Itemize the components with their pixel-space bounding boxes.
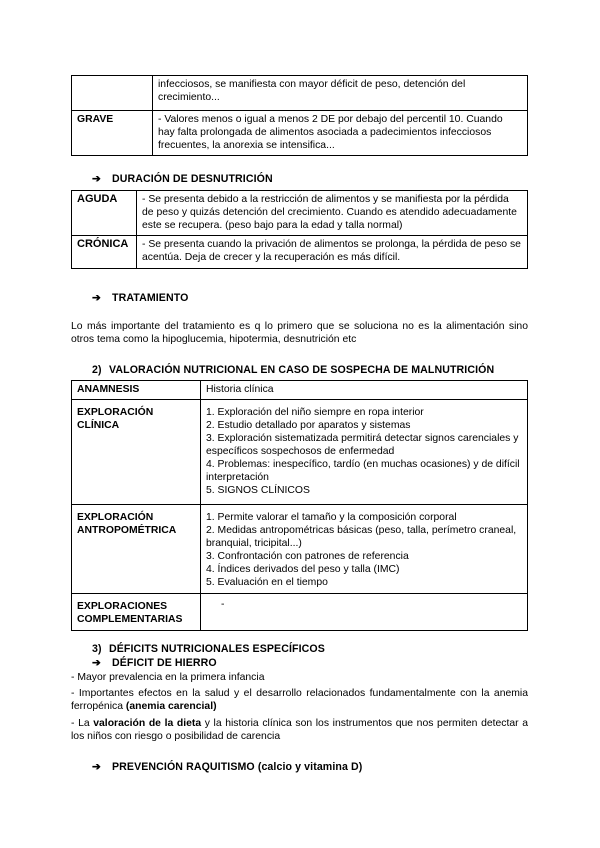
hierro-heading-text: DÉFICIT DE HIERRO (112, 657, 217, 669)
valoracion-anamnesis-value: Historia clínica (201, 381, 528, 400)
arrow-icon: ➔ (92, 292, 101, 304)
section-number: 2) (92, 364, 102, 376)
hierro-line-3 (71, 717, 528, 743)
tratamiento-paragraph: Lo más importante del tratamiento es q lo primero que se soluciona no es la alimentación sino otros tema como la hipoglucemia, hipotermia, desnutrición etc (71, 321, 528, 345)
tratamiento-heading-text: TRATAMIENTO (112, 292, 189, 304)
valoracion-label-clinica: EXPLORACIÓN CLÍNICA (72, 400, 201, 505)
severity-label-cell (72, 76, 153, 111)
valoracion-complementarias-value: - (201, 594, 528, 631)
duracion-label-cronica: CRÓNICA (72, 236, 137, 269)
valoracion-label-anamnesis: ANAMNESIS (72, 381, 201, 400)
valoracion-label-antropometrica: EXPLORACIÓN ANTROPOMÉTRICA (72, 505, 201, 594)
list-item: 1. Exploración del niño siempre en ropa interior (206, 407, 424, 418)
severity-table (71, 75, 528, 156)
table-row (72, 505, 528, 594)
valoracion-label-complementarias: EXPLORACIONES COMPLEMENTARIAS (72, 594, 201, 631)
deficits-heading (92, 643, 325, 656)
table-row (72, 594, 528, 631)
hierro-heading (92, 657, 217, 670)
section-number: 3) (92, 643, 102, 655)
hierro-line-2-text: - Importantes efectos en la salud y el desarrollo relacionados fundamentalmente con la anemia ferropénica (71, 688, 528, 712)
valoracion-antropometrica-list (201, 505, 528, 594)
list-item: 4. Problemas: inespecífico, tardío (en muchas ocasiones) y de difícil interpretación (206, 459, 520, 483)
arrow-icon: ➔ (92, 761, 101, 773)
hierro-line-3-bold: valoración de la dieta (93, 718, 202, 729)
hierro-line-2-bold: (anemia carencial) (125, 701, 217, 712)
table-row (72, 111, 528, 156)
duracion-label-aguda: AGUDA (72, 191, 137, 236)
hierro-line-1: - Mayor prevalencia en la primera infancia (71, 672, 265, 683)
arrow-icon: ➔ (92, 173, 101, 185)
list-item: 3. Confrontación con patrones de referencia (206, 551, 409, 562)
list-item: 4. Índices derivados del peso y talla (IMC) (206, 564, 400, 575)
duracion-table (71, 190, 528, 269)
hierro-line-2 (71, 687, 528, 713)
list-item: 2. Medidas antropométricas básicas (peso, talla, perímetro craneal, branquial, tricipital...) (206, 525, 517, 549)
valoracion-clinica-list (201, 400, 528, 505)
duracion-heading-text: DURACIÓN DE DESNUTRICIÓN (112, 173, 273, 185)
tratamiento-heading (92, 292, 188, 305)
list-item: 5. Evaluación en el tiempo (206, 577, 328, 588)
severity-text-cell: infecciosos, se manifiesta con mayor déficit de peso, detención del crecimiento... (153, 76, 528, 111)
prevencion-heading (92, 761, 362, 774)
table-row (72, 236, 528, 269)
list-item: 2. Estudio detallado por aparatos y sistemas (206, 420, 411, 431)
duracion-text-aguda: - Se presenta debido a la restricción de alimentos y se manifiesta por la pérdida de peso y quizás detención del crecimiento. Cuando es atendido adecuadamente este se recupera. (peso bajo para la edad y talla normal) (137, 191, 528, 236)
table-row (72, 400, 528, 505)
deficits-heading-text: DÉFICITS NUTRICIONALES ESPECÍFICOS (109, 643, 325, 655)
hierro-line-3-text-c: y la historia clínica son los instrumentos que nos permiten detectar a los niños con riesgo o posibilidad de carencia (71, 718, 529, 742)
table-row (72, 76, 528, 111)
duracion-text-cronica: - Se presenta cuando la privación de alimentos se prolonga, la pérdida de peso se acentúa. Deja de crecer y la recuperación es más difícil. (137, 236, 528, 269)
list-item: 5. SIGNOS CLÍNICOS (206, 485, 310, 496)
list-item: 3. Exploración sistematizada permitirá detectar signos carenciales y específicos sospechosos de enfermedad (206, 433, 519, 457)
duracion-heading (92, 173, 273, 186)
list-item: 1. Permite valorar el tamaño y la composición corporal (206, 512, 457, 523)
table-row (72, 381, 528, 400)
prevencion-heading-text: PREVENCIÓN RAQUITISMO (calcio y vitamina D) (112, 761, 363, 773)
severity-text-grave: - Valores menos o igual a menos 2 DE por debajo del percentil 10. Cuando hay falta prolongada de alimentos asociada a padecimientos infecciosos frecuentes, la anorexia se intensifica... (153, 111, 528, 156)
table-row (72, 191, 528, 236)
valoracion-heading-text: VALORACIÓN NUTRICIONAL EN CASO DE SOSPECHA DE MALNUTRICIÓN (109, 364, 495, 376)
arrow-icon: ➔ (92, 657, 101, 669)
valoracion-table (71, 380, 528, 631)
valoracion-heading (92, 364, 494, 377)
severity-label-grave: GRAVE (72, 111, 153, 156)
hierro-line-3-text-a: - La (71, 718, 94, 729)
